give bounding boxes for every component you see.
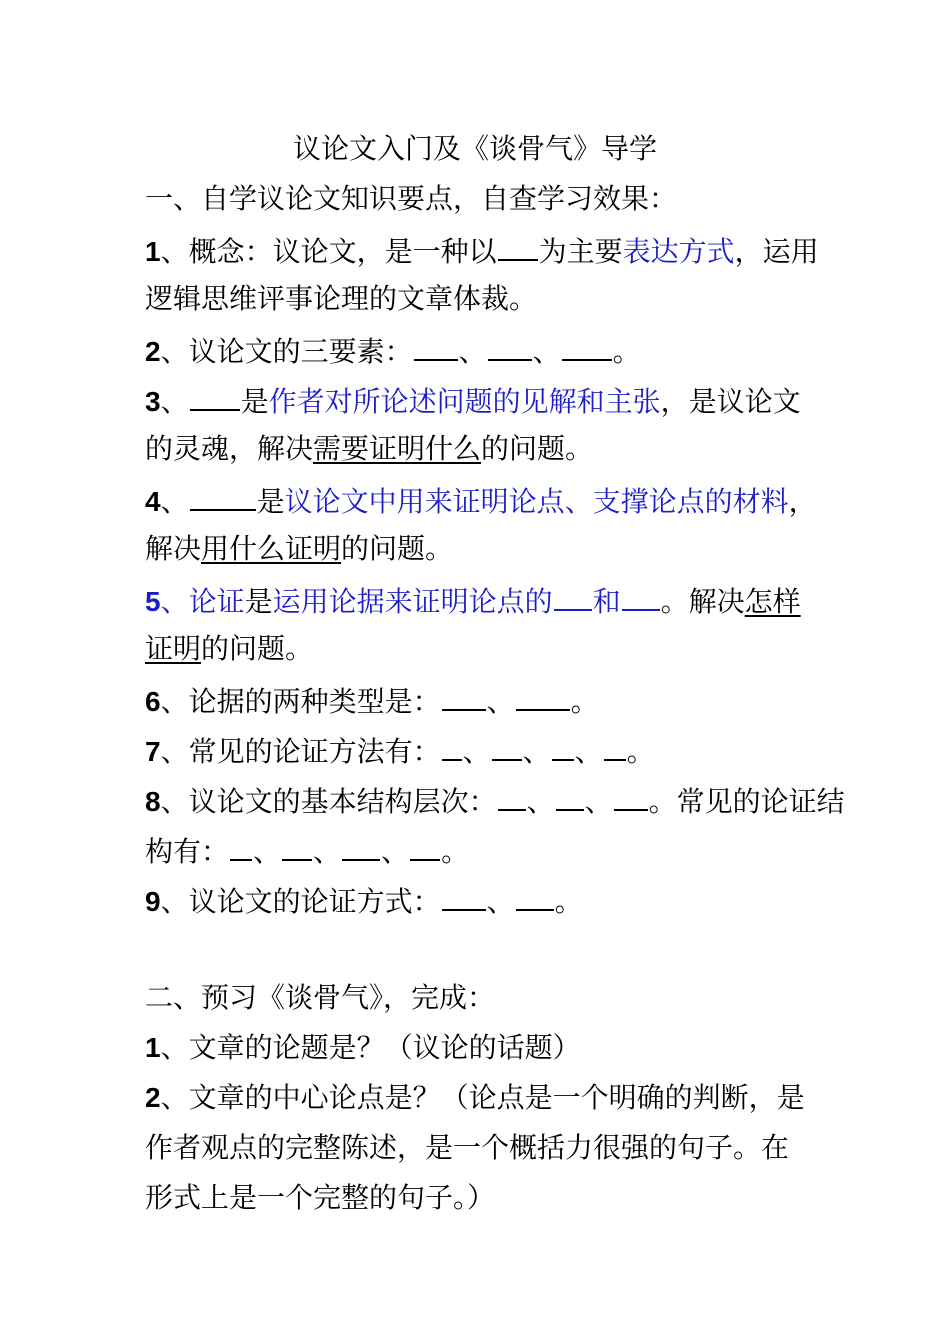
q8-mid: 。常见的论证结: [648, 785, 845, 818]
q9-number: 9: [145, 886, 161, 917]
q9-line: [145, 879, 815, 922]
q9-text: 、议论文的论证方式：: [160, 885, 441, 918]
q8-blank-7[interactable]: [410, 829, 440, 861]
q4-blank[interactable]: [190, 479, 256, 511]
q8-sep-3: 、: [253, 835, 282, 868]
q8-end: 。: [441, 835, 470, 868]
q2-sep-1: 、: [458, 335, 487, 368]
q4-number: 4: [145, 486, 161, 517]
q3-line2-pre: 的灵魂，解决: [145, 432, 314, 465]
q3-number: 3: [145, 386, 161, 417]
q5-line2: [145, 629, 815, 669]
q5-blue-term: 论证: [188, 585, 245, 618]
s2-q2-line1: [145, 1078, 815, 1118]
q2-blank-3[interactable]: [562, 329, 612, 361]
q3-line2: [145, 429, 815, 469]
q8-blank-6[interactable]: [342, 829, 380, 861]
q8-blank-2[interactable]: [556, 779, 584, 811]
q8-sep-4: 、: [313, 835, 342, 868]
q8-blank-1[interactable]: [498, 779, 526, 811]
q4-post: ，: [788, 485, 817, 518]
q8-blank-3[interactable]: [614, 779, 648, 811]
section1-heading: 一、自学议论文知识要点，自查学习效果：: [145, 182, 678, 215]
q3-pre: 、: [160, 385, 189, 418]
q5-line2-post: 的问题。: [201, 632, 314, 665]
q5-line1: [145, 579, 815, 622]
q2-blank-2[interactable]: [488, 329, 532, 361]
q7-sep-2: 、: [522, 735, 551, 768]
section2-heading: 二、预习《谈骨气》，完成：: [145, 981, 496, 1014]
s2-q2-line2: 作者观点的完整陈述，是一个概括力很强的句子。在: [145, 1131, 790, 1164]
q6-number: 6: [145, 686, 161, 717]
q2-text: 、议论文的三要素：: [160, 335, 413, 368]
q8-sep-2: 、: [584, 785, 613, 818]
q6-text: 、论据的两种类型是：: [160, 685, 441, 718]
q3-blue-text: 作者对所论述问题的见解和主张: [268, 385, 661, 418]
q2-sep-2: 、: [532, 335, 561, 368]
q8-blank-4[interactable]: [230, 829, 252, 861]
q5-shi: 是: [244, 585, 273, 618]
q5-blank-2[interactable]: [622, 579, 660, 611]
q8-blank-5[interactable]: [282, 829, 312, 861]
q1-number: 1: [145, 236, 161, 267]
q4-line1: [145, 479, 815, 522]
q2-end: 。: [612, 335, 641, 368]
q7-blank-1[interactable]: [442, 729, 462, 761]
q7-sep-1: 、: [462, 735, 491, 768]
q5-blue-text: 运用论据来证明论点的: [272, 585, 553, 618]
q6-sep: 、: [486, 685, 515, 718]
document-title: 议论文入门及《谈骨气》导学: [292, 132, 657, 165]
q8-line2: [145, 829, 815, 872]
q4-line2-pre: 解决: [145, 532, 202, 565]
q9-blank-2[interactable]: [516, 879, 554, 911]
q5-he: 和: [592, 585, 621, 618]
q6-blank-1[interactable]: [442, 679, 486, 711]
q3-line1: [145, 379, 815, 422]
q9-sep: 、: [486, 885, 515, 918]
q3-post: ，是议论文: [660, 385, 801, 418]
q1-blank[interactable]: [498, 229, 538, 261]
s2-q2-line3: 形式上是一个完整的句子。）: [145, 1181, 496, 1214]
q4-line2-post: 的问题。: [341, 532, 454, 565]
q9-end: 。: [554, 885, 583, 918]
q7-line: [145, 729, 815, 772]
q5-blank-1[interactable]: [554, 579, 592, 611]
q8-number: 8: [145, 786, 161, 817]
q1-blue-term: 表达方式: [622, 235, 735, 268]
q1-post: ，运用: [734, 235, 819, 268]
q5-underlined-1: 怎样: [744, 585, 801, 618]
q7-text: 、常见的论证方法有：: [160, 735, 441, 768]
q6-line: [145, 679, 815, 722]
q5-underlined-2: 证明: [145, 632, 202, 665]
q2-line: [145, 329, 815, 372]
q6-end: 。: [570, 685, 599, 718]
q7-sep-3: 、: [574, 735, 603, 768]
q7-blank-4[interactable]: [604, 729, 626, 761]
q4-pre: 、: [160, 485, 189, 518]
q6-blank-2[interactable]: [516, 679, 570, 711]
q1-line2: 逻辑思维评事论理的文章体裁。: [145, 282, 538, 315]
s2-q2-number: 2: [145, 1082, 161, 1113]
s2-q1-line: [145, 1028, 815, 1068]
q9-blank-1[interactable]: [442, 879, 486, 911]
q5-pre: 、: [160, 585, 189, 618]
q4-underlined: 用什么证明: [201, 532, 342, 565]
s2-q2-text: 、文章的中心论点是？（论点是一个明确的判断，是: [160, 1081, 805, 1114]
q5-number: 5: [145, 586, 161, 617]
q8-line2-text: 构有：: [145, 835, 230, 868]
q4-line2: [145, 529, 815, 569]
q3-shi: 是: [240, 385, 269, 418]
q7-end: 。: [626, 735, 655, 768]
s2-q1-number: 1: [145, 1032, 161, 1063]
q1-line1: [145, 229, 819, 272]
q7-blank-2[interactable]: [492, 729, 522, 761]
q3-blank[interactable]: [190, 379, 240, 411]
s2-q1-text: 、文章的论题是？（议论的话题）: [160, 1031, 581, 1064]
q3-underlined: 需要证明什么: [313, 432, 482, 465]
q4-shi: 是: [256, 485, 285, 518]
q3-line2-post: 的问题。: [481, 432, 594, 465]
q8-sep-5: 、: [381, 835, 410, 868]
q7-number: 7: [145, 736, 161, 767]
q2-number: 2: [145, 336, 161, 367]
q2-blank-1[interactable]: [414, 329, 458, 361]
q1-pre: 、概念：议论文，是一种以: [160, 235, 497, 268]
q8-text: 、议论文的基本结构层次：: [160, 785, 497, 818]
q8-sep-1: 、: [526, 785, 555, 818]
q8-line1: [145, 779, 845, 822]
q4-blue-text: 议论文中用来证明论点、支撑论点的材料: [284, 485, 789, 518]
q5-post: 。解决: [660, 585, 745, 618]
q1-mid: 为主要: [538, 235, 623, 268]
q7-blank-3[interactable]: [552, 729, 574, 761]
